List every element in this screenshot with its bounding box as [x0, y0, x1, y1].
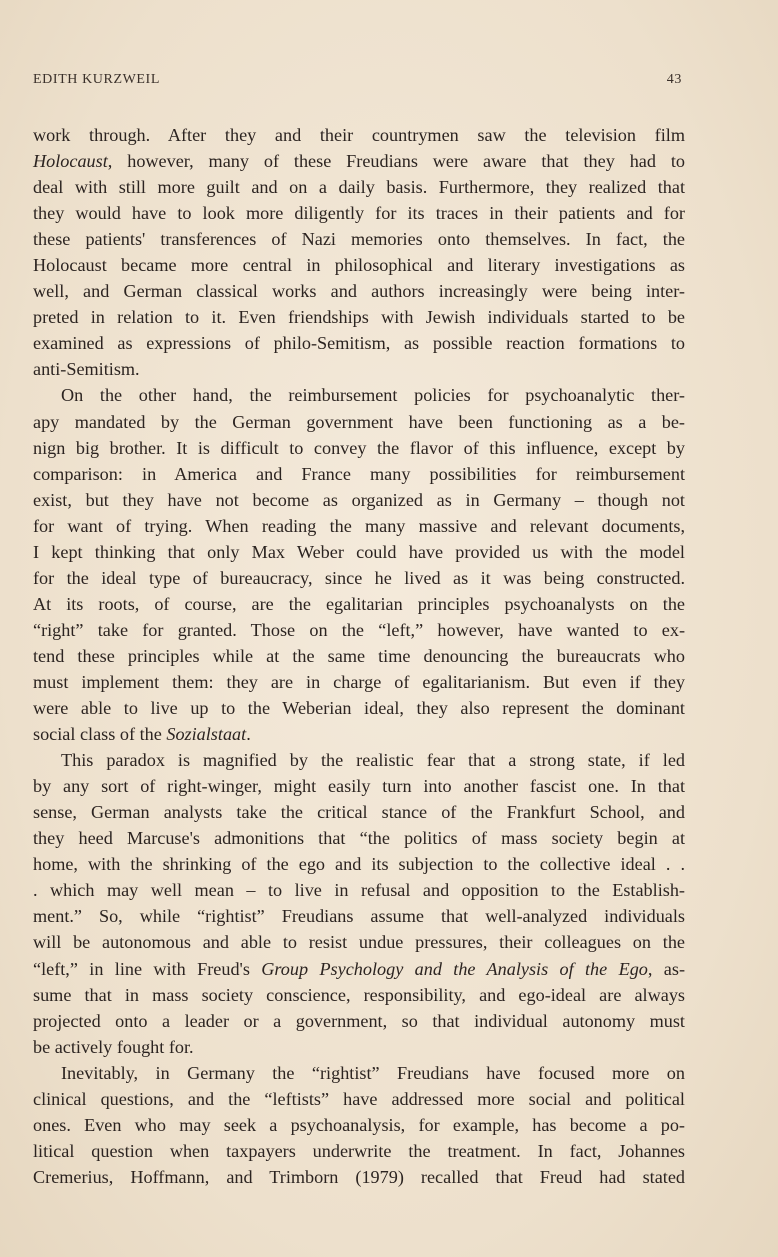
text-line: be actively fought for. [33, 1036, 194, 1057]
text-line: On the other hand, the reimbursement policies for psychoanalytic ther- [61, 385, 685, 406]
text-line: clinical questions, and the “leftists” have addressed more social and political [33, 1088, 685, 1109]
running-head [33, 72, 682, 88]
text-line: deal with still more guilt and on a daily basis. Furthermore, they realized that [33, 177, 685, 198]
text-line: examined as expressions of philo-Semitism, as possible reaction formations to [33, 333, 685, 354]
text-line: Holocaust became more central in philosophical and literary investigations as [33, 255, 685, 276]
text-line: were able to live up to the Weberian ideal, they also represent the dominant [33, 698, 685, 719]
text-line: by any sort of right-winger, might easily turn into another fascist one. In that [33, 776, 685, 797]
text-line: home, with the shrinking of the ego and its subjection to the collective ideal . . [33, 854, 685, 875]
text-line: anti-Semitism. [33, 359, 140, 380]
text-line: Inevitably, in Germany the “rightist” Freudians have focused more on [61, 1062, 685, 1083]
text-line: social class of the Sozialstaat. [33, 724, 251, 745]
text-line: work through. After they and their countrymen saw the television film [33, 125, 685, 145]
text-line: they would have to look more diligently for its traces in their patients and for [33, 203, 685, 224]
text-line: for want of trying. When reading the many massive and relevant documents, [33, 515, 685, 536]
text-line: Cremerius, Hoffmann, and Trimborn (1979) recalled that Freud had stated [33, 1166, 685, 1187]
body-text [33, 122, 685, 1190]
text-line: these patients' transferences of Nazi memories onto themselves. In fact, the [33, 229, 685, 250]
text-line: comparison: in America and France many possibilities for reimbursement [33, 463, 685, 484]
author-name: EDITH KURZWEIL [33, 72, 160, 87]
text-line: nign big brother. It is difficult to convey the flavor of this influence, except by [33, 437, 685, 458]
text-line: will be autonomous and able to resist undue pressures, their colleagues on the [33, 932, 685, 953]
text-line: projected onto a leader or a government, so that individual autonomy must [33, 1010, 685, 1031]
text-line: ones. Even who may seek a psychoanalysis, for example, has become a po- [33, 1114, 685, 1135]
text-line: they heed Marcuse's admonitions that “the politics of mass society begin at [33, 828, 685, 849]
text-line: apy mandated by the German government have been functioning as a be- [33, 411, 685, 432]
text-line: I kept thinking that only Max Weber could have provided us with the model [33, 541, 685, 562]
text-line: sense, German analysts take the critical stance of the Frankfurt School, and [33, 802, 685, 823]
text-line: must implement them: they are in charge of egalitarianism. But even if they [33, 671, 685, 692]
text-line: ment.” So, while “rightist” Freudians assume that well-analyzed individuals [33, 906, 685, 927]
text-line: tend these principles while at the same time denouncing the bureaucrats who [33, 645, 685, 666]
text-line: “left,” in line with Freud's Group Psychology and the Analysis of the Ego, as- [33, 958, 686, 979]
text-line: . which may well mean – to live in refusal and opposition to the Establish- [33, 880, 685, 901]
text-line: well, and German classical works and authors increasingly were being inter- [33, 281, 685, 302]
page-number: 43 [666, 72, 682, 87]
text-line: exist, but they have not become as organized as in Germany – though not [33, 489, 685, 510]
text-line: This paradox is magnified by the realistic fear that a strong state, if led [61, 750, 685, 771]
text-line: litical question when taxpayers underwrite the treatment. In fact, Johannes [33, 1140, 685, 1161]
text-line: At its roots, of course, are the egalitarian principles psychoanalysts on the [33, 593, 685, 614]
text-line: “right” take for granted. Those on the “left,” however, have wanted to ex- [33, 619, 685, 640]
text-line: sume that in mass society conscience, responsibility, and ego-ideal are always [33, 984, 685, 1005]
text-line: preted in relation to it. Even friendships with Jewish individuals started to be [33, 307, 685, 328]
text-line: for the ideal type of bureaucracy, since he lived as it was being constructed. [33, 567, 685, 588]
text-line: Holocaust, however, many of these Freudians were aware that they had to [33, 151, 685, 172]
